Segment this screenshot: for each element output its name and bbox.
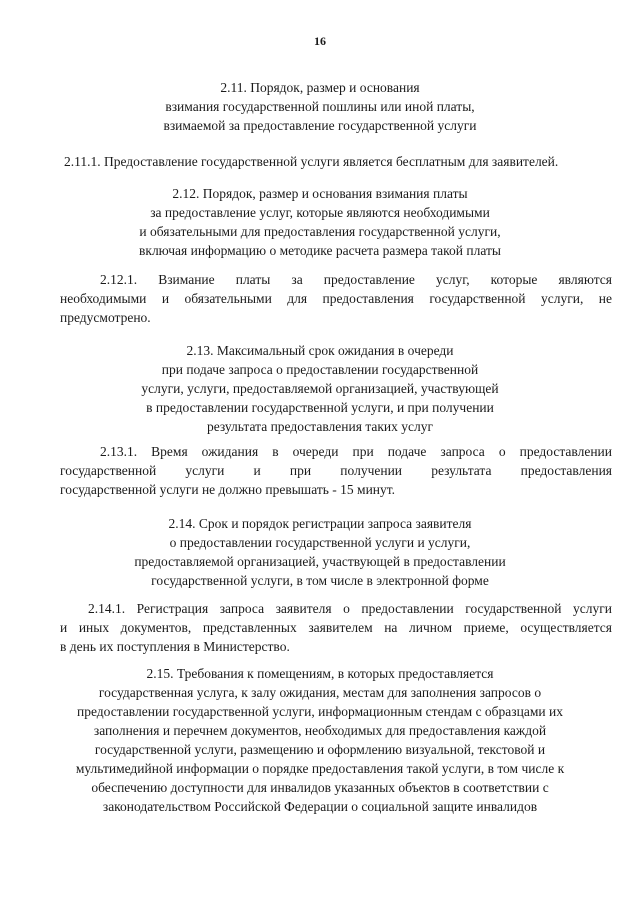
paragraph-line: в день их поступления в Министерство. bbox=[60, 639, 290, 654]
heading-line: при подаче запроса о предоставлении государственной bbox=[161, 362, 479, 377]
paragraph-line: государственной услуги и при получении результата предоставления bbox=[60, 463, 612, 478]
paragraph-line: 2.13.1. Время ожидания в очереди при подаче запроса о предоставлении bbox=[100, 444, 612, 459]
paragraph-line: 2.14.1. Регистрация запроса заявителя о предоставлении государственной услуги bbox=[88, 601, 612, 616]
paragraph-2-13-1 bbox=[60, 442, 612, 499]
section-2-14-heading bbox=[0, 514, 640, 590]
heading-line: государственной услуги, размещению и оформлению визуальной, текстовой и bbox=[94, 742, 546, 757]
paragraph-line: предусмотрено. bbox=[60, 310, 151, 325]
heading-line: заполнения и перечнем документов, необходимых для предоставления каждой bbox=[93, 723, 547, 738]
heading-line: взимания государственной пошлины или иной платы, bbox=[165, 99, 475, 114]
paragraph-2-11-1 bbox=[64, 152, 620, 171]
paragraph-line: 2.12.1. Взимание платы за предоставление услуг, которые являются bbox=[100, 272, 612, 287]
heading-line: государственной услуги, в том числе в электронной форме bbox=[151, 573, 489, 588]
heading-line: предоставляемой организацией, участвующей в предоставлении bbox=[134, 554, 506, 569]
section-2-15-heading bbox=[0, 664, 640, 816]
paragraph-line: и иных документов, представленных заявителем на личном приеме, осуществляется bbox=[60, 620, 612, 635]
heading-line: о предоставлении государственной услуги и услуги, bbox=[169, 535, 471, 550]
heading-line: обеспечению доступности для инвалидов указанных объектов в соответствии с bbox=[91, 780, 549, 795]
heading-line: законодательством Российской Федерации о социальной защите инвалидов bbox=[102, 799, 538, 814]
heading-line: результата предоставления таких услуг bbox=[206, 419, 434, 434]
paragraph-line: 2.11.1. Предоставление государственной услуги является бесплатным для заявителей. bbox=[64, 154, 559, 169]
heading-line: взимаемой за предоставление государственной услуги bbox=[163, 118, 477, 133]
heading-line: услуги, услуги, предоставляемой организацией, участвующей bbox=[141, 381, 499, 396]
heading-line: предоставлении государственной услуги, информационным стендам с образцами их bbox=[77, 704, 563, 719]
heading-line: 2.15. Требования к помещениям, в которых предоставляется bbox=[146, 666, 494, 681]
paragraph-line: необходимыми и обязательными для предоставления государственной услуги, не bbox=[60, 291, 612, 306]
paragraph-2-12-1 bbox=[60, 270, 612, 327]
heading-line: мультимедийной информации о порядке предоставления такой услуги, в том числе к bbox=[75, 761, 565, 776]
heading-line: 2.11. Порядок, размер и основания bbox=[220, 80, 420, 95]
heading-line: 2.14. Срок и порядок регистрации запроса заявителя bbox=[168, 516, 472, 531]
heading-line: и обязательными для предоставления государственной услуги, bbox=[139, 224, 501, 239]
heading-line: государственная услуга, к залу ожидания, местам для заполнения запросов о bbox=[98, 685, 542, 700]
paragraph-2-14-1 bbox=[60, 599, 612, 656]
heading-line: 2.12. Порядок, размер и основания взимания платы bbox=[172, 186, 468, 201]
heading-line: 2.13. Максимальный срок ожидания в очереди bbox=[186, 343, 454, 358]
page-number: 16 bbox=[314, 34, 326, 48]
paragraph-line: государственной услуги не должно превышать - 15 минут. bbox=[60, 482, 396, 497]
heading-line: за предоставление услуг, которые являются необходимыми bbox=[150, 205, 490, 220]
section-2-13-heading bbox=[0, 341, 640, 436]
heading-line: включая информацию о методике расчета размера такой платы bbox=[139, 243, 501, 258]
section-2-11-heading bbox=[0, 78, 640, 135]
heading-line: в предоставлении государственной услуги, и при получении bbox=[146, 400, 494, 415]
section-2-12-heading bbox=[0, 184, 640, 260]
